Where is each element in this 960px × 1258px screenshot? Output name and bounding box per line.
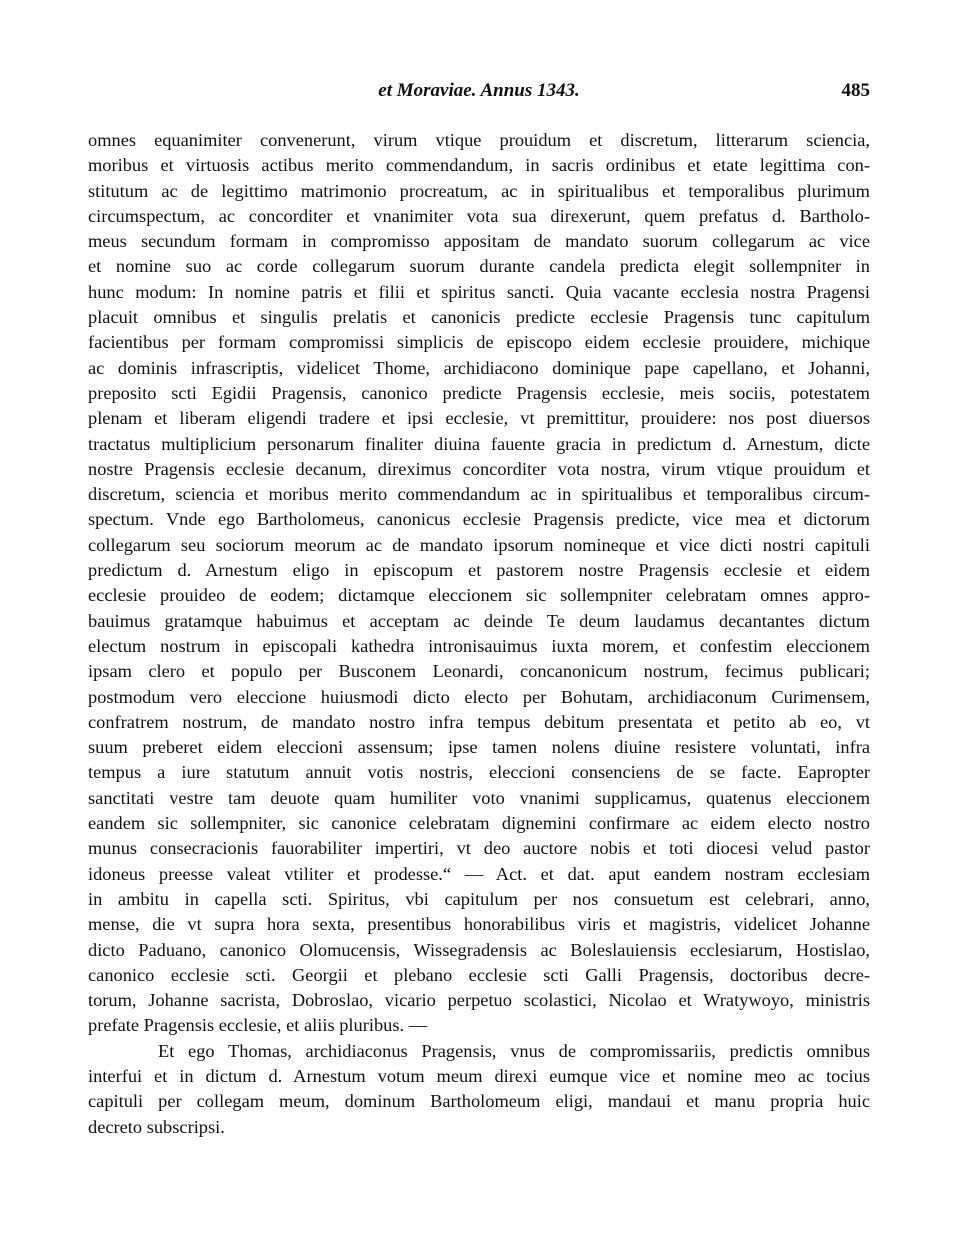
text-line: ipsam clero et populo per Busconem Leonardi, concanonicum nostrum, fecimus publicari;: [88, 661, 870, 682]
text-line: meus secundum formam in compromisso appositam de mandato suorum collegarum ac vice: [88, 231, 870, 252]
text-line: electum nostrum in episcopali kathedra intronisauimus iuxta morem, et confestim eleccionem: [88, 635, 870, 656]
text-line: ecclesie prouideo de eodem; dictamque eleccionem sic sollempniter celebratam omnes appro-: [88, 585, 870, 606]
text-line: hunc modum: In nomine patris et filii et spiritus sancti. Quia vacante ecclesia nostra Pragensi: [88, 281, 870, 302]
text-line: canonico ecclesie scti. Georgii et plebano ecclesie scti Galli Pragensis, doctoribus decre-: [88, 964, 870, 985]
running-title: et Moraviae. Annus 1343.: [378, 80, 580, 101]
text-line: plenam et liberam eligendi tradere et ipsi ecclesie, vt premittitur, prouidere: nos post diuersos: [88, 408, 870, 429]
text-line: idoneus preesse valeat vtiliter et prodesse.“ — Act. et dat. aput eandem nostram ecclesiam: [88, 863, 870, 884]
text-line: tractatus multiplicium personarum finaliter diuina fauente gracia in predictum d. Arnestum, dicte: [88, 433, 870, 454]
paragraph-end-line: prefate Pragensis ecclesie, et aliis pluribus. —: [88, 1015, 428, 1036]
text-line: stitutum ac de legittimo matrimonio procreatum, ac in spiritualibus et temporalibus plurimum: [88, 180, 870, 201]
text-line: bauimus gratamque habuimus et acceptam ac deinde Te deum laudamus decantantes dictum: [88, 610, 870, 631]
text-line: capituli per collegam meum, dominum Bartholomeum eligi, mandaui et manu propria huic: [88, 1091, 870, 1112]
text-line: placuit omnibus et singulis prelatis et canonicis predicte ecclesie Pragensis tunc capitulum: [88, 307, 870, 328]
text-line: discretum, sciencia et moribus merito commendandum ac in spiritualibus et temporalibus circum-: [88, 484, 870, 505]
text-line: preposito scti Egidii Pragensis, canonico predicte Pragensis ecclesie, meis sociis, potestatem: [88, 382, 870, 403]
text-line: eandem sic sollempniter, sic canonice celebratam dignemini confirmare ac eidem electo nostro: [88, 813, 870, 834]
page-number: 485: [841, 80, 870, 101]
paragraph-end-line: decreto subscripsi.: [88, 1116, 225, 1137]
text-line: collegarum seu sociorum meorum ac de mandato ipsorum nomineque et vice dicti nostri capituli: [88, 534, 870, 555]
text-line: in ambitu in capella scti. Spiritus, vbi capitulum per nos consuetum est celebrari, anno,: [88, 888, 870, 909]
text-line: nostre Pragensis ecclesie decanum, direximus concorditer vota nostra, virum vtique prouidum et: [88, 458, 870, 479]
text-line: facientibus per formam compromissi simplicis de episcopo eidem ecclesie prouidere, michique: [88, 332, 870, 353]
text-line: dicto Paduano, canonico Olomucensis, Wissegradensis ac Boleslauiensis ecclesiarum, Hostislao,: [88, 939, 870, 960]
text-line: munus consecracionis fauorabiliter impertiri, vt deo auctore nobis et toti diocesi velud pastor: [88, 838, 870, 859]
text-line: et nomine suo ac corde collegarum suorum durante candela predicta elegit sollempniter in: [88, 256, 870, 277]
text-line: interfui et in dictum d. Arnestum votum meum direxi eumque vice et nomine meo ac tocius: [88, 1065, 870, 1086]
text-line: confratrem nostrum, de mandato nostro infra tempus debitum presentata et petito ab eo, vt: [88, 711, 870, 732]
text-line: spectum. Vnde ego Bartholomeus, canonicus ecclesie Pragensis predicte, vice mea et dictorum: [88, 509, 870, 530]
text-line: mense, die vt supra hora sexta, presentibus honorabilibus viris et magistris, videlicet Johanne: [88, 914, 870, 935]
text-line: predictum d. Arnestum eligo in episcopum et pastorem nostre Pragensis ecclesie et eidem: [88, 560, 870, 581]
text-line: moribus et virtuosis actibus merito commendandum, in sacris ordinibus et etate legittima con-: [88, 155, 870, 176]
body-text: [88, 128, 870, 1140]
text-line: postmodum vero eleccione huiusmodi dicto electo per Bohutam, archidiaconum Curimensem,: [88, 686, 870, 707]
text-line: sanctitati vestre tam deuote quam humiliter voto vnanimi supplicamus, quatenus eleccionem: [88, 787, 870, 808]
text-line: circumspectum, ac concorditer et vnanimiter vota sua direxerunt, quem prefatus d. Bartholo-: [88, 205, 870, 226]
text-line: tempus a iure statutum annuit votis nostris, eleccioni consenciens de se facte. Eapropter: [88, 762, 870, 783]
paragraph-start-line: Et ego Thomas, archidiaconus Pragensis, vnus de compromissariis, predictis omnibus: [158, 1040, 870, 1061]
text-line: torum, Johanne sacrista, Dobroslao, vicario perpetuo scolastici, Nicolao et Wratywoyo, ministris: [88, 990, 870, 1011]
text-line: ac dominis infrascriptis, videlicet Thome, archidiacono dominique pape capellano, et Johanni,: [88, 357, 870, 378]
text-line: omnes equanimiter convenerunt, virum vtique prouidum et discretum, litterarum sciencia,: [88, 130, 870, 150]
page-header: [88, 80, 870, 110]
text-line: suum preberet eidem eleccioni assensum; ipse tamen nolens diuine resistere voluntati, infra: [88, 737, 870, 758]
